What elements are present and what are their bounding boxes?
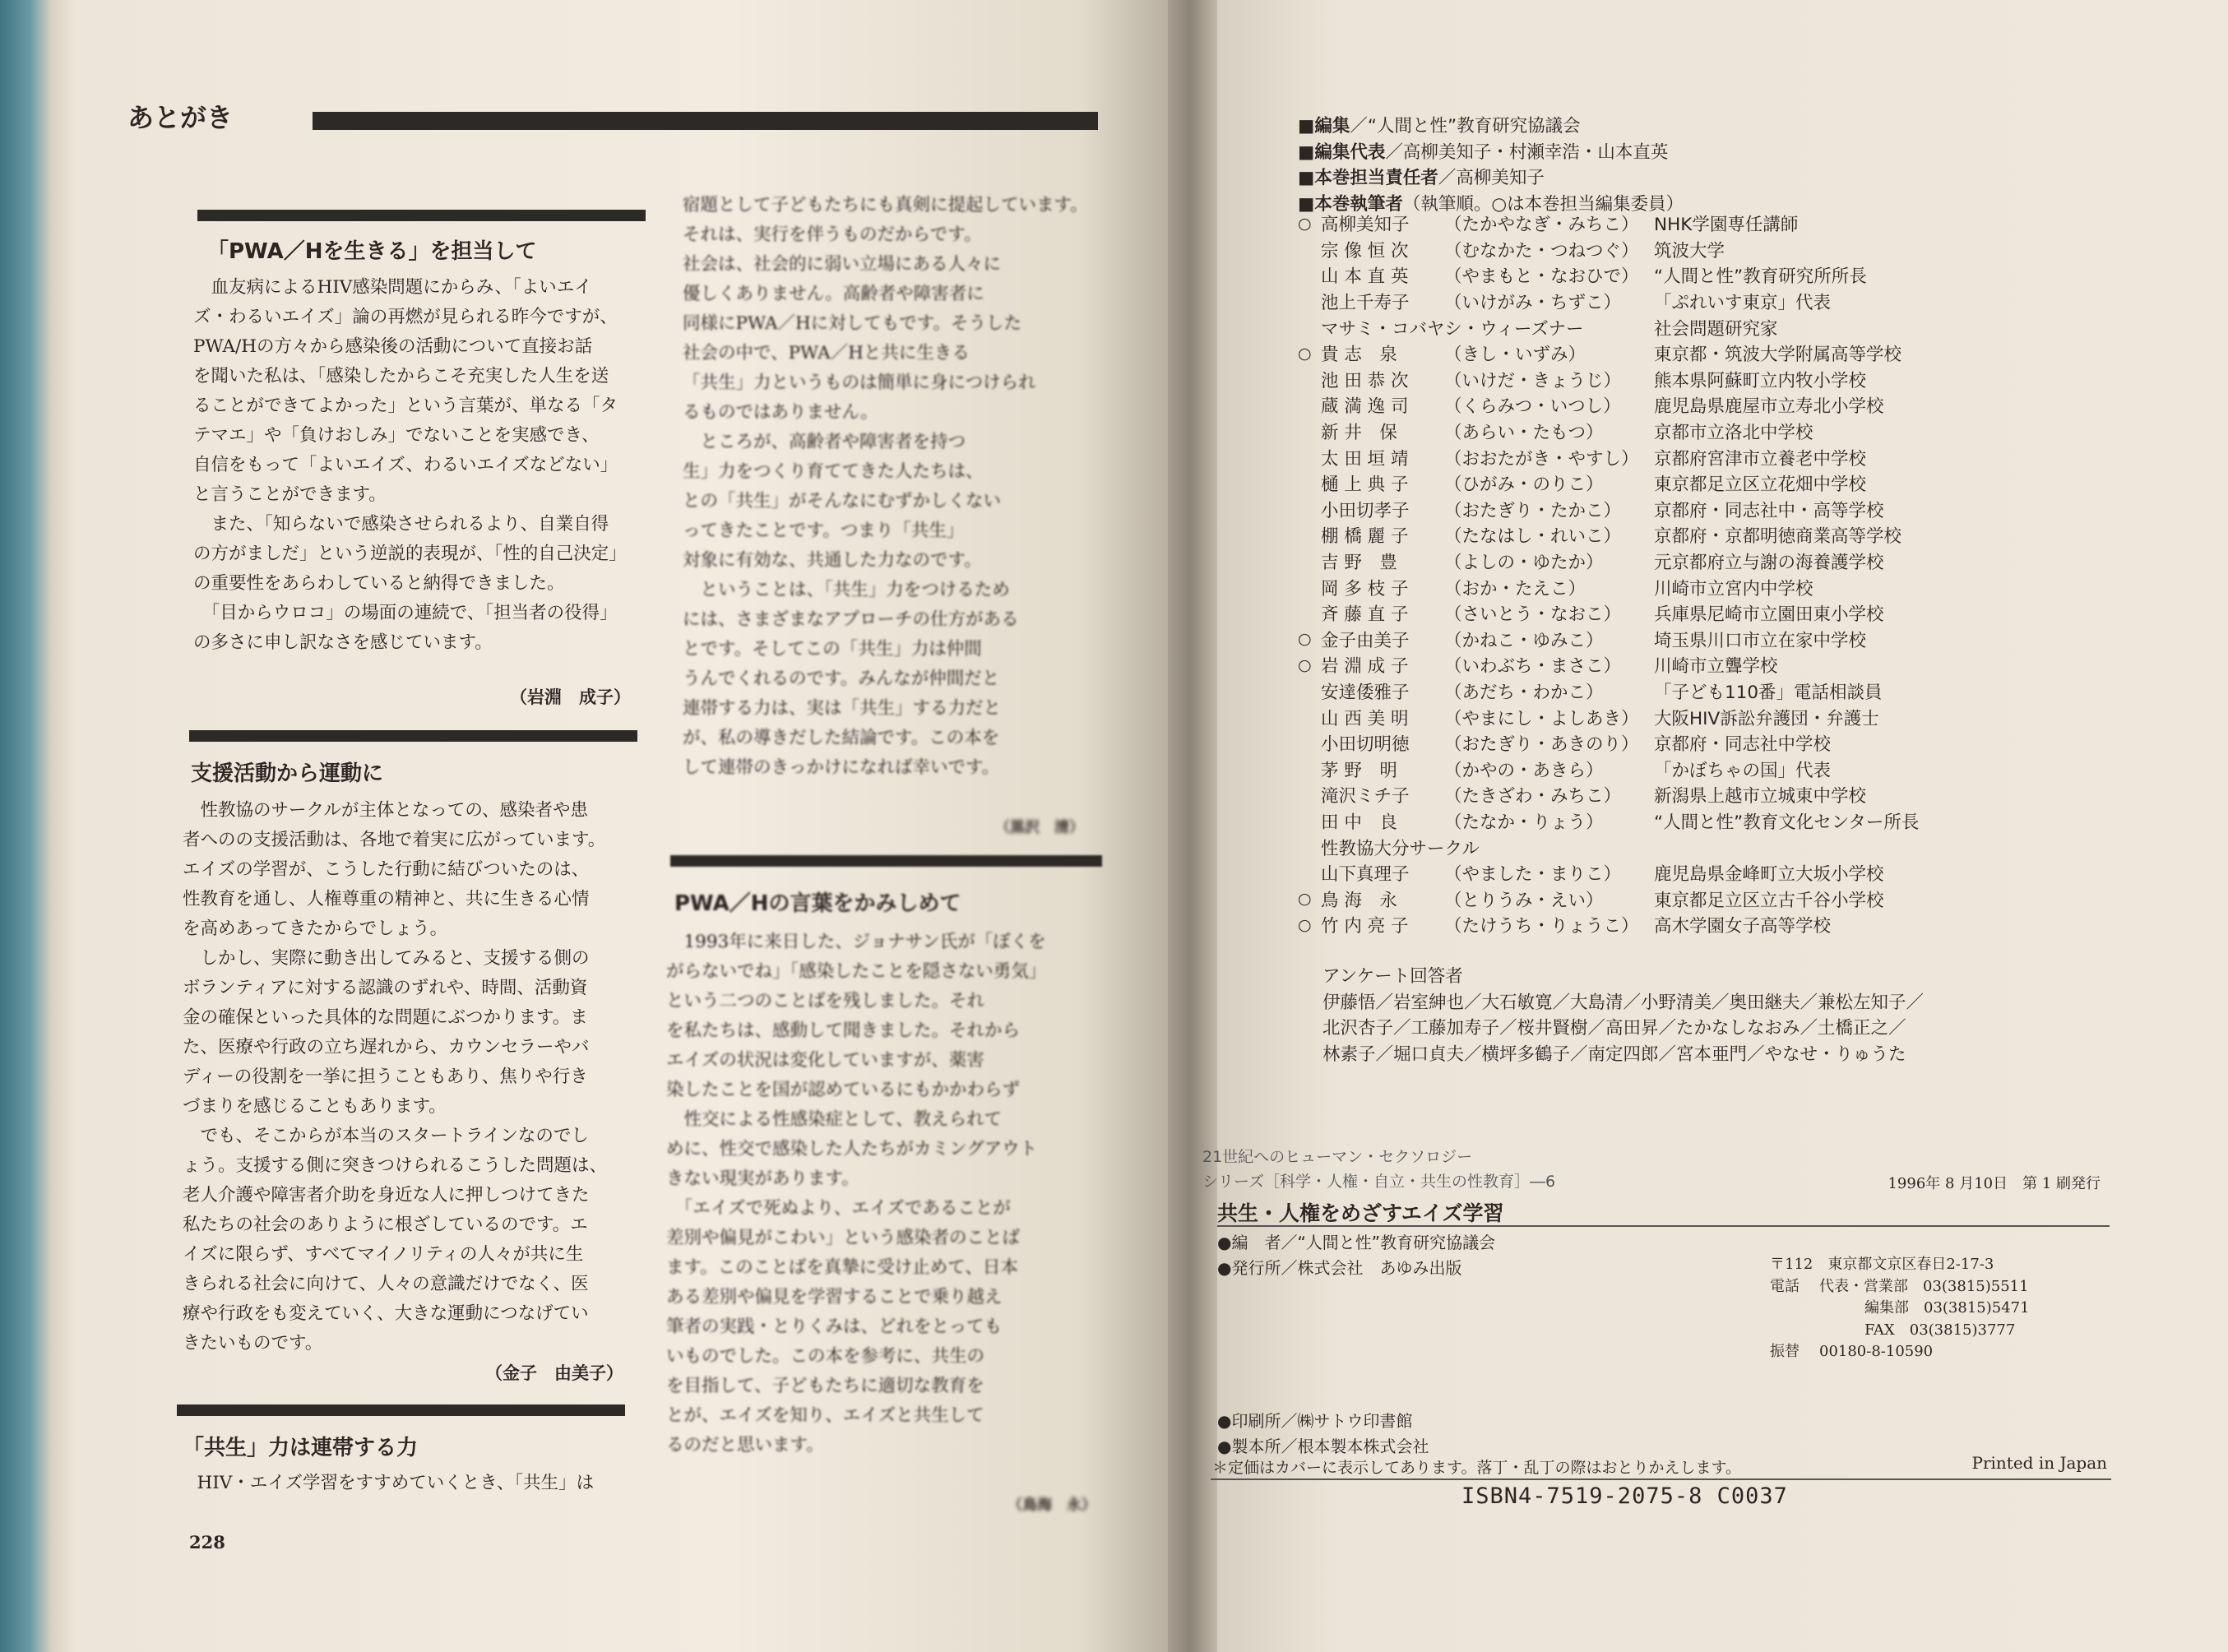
- price-notice: ＊定価はカバーに表示してあります。落丁・乱丁の際はおとりかえします。: [1212, 1459, 1741, 1477]
- section-title-kyosei: 「共生」力は連帯する力: [183, 1436, 419, 1460]
- author-affiliation: 東京都・筑波大学附属高等学校: [1654, 345, 1902, 366]
- author-reading: （たなか・りょう）: [1444, 812, 1604, 833]
- section-body-support: 性教協のサークルが主体となっての、感染者や患 者へのの支援活動は、各地で着実に広がっています。 エイズの学習が、こうした行動に結びついたのは、 性教育を通し、人権尊重の精神と、共に生きる心情 を高めあってきたからでしょう。 しかし、実際に動き出してみると、支援する側の ボランティアに対する認識のずれや、時間、活動資 金の確保といった具体的な問題にぶつかります。ま た、医療や行政の立ち遅れから、カウンセラーやバ ディーの役割を一挙に担うこともあり、焦りや行き づまりを感じることもあります。 でも、そこからが本当のスタートラインなのでし ょう。支援する側に突きつけられるこうした問題は、 老人介護や障害者介助を身近な人に押しつけてきた 私たちの社会のありように根ざしているのです。エ イズに限らず、すべてマイノリティの人々が共に生 きられる社会に向けて、人々の意識だけでなく、医 療や行政をも変えていく、大きな運動につなげてい きたいものです。: [183, 800, 608, 1354]
- author-mark: [1298, 497, 1321, 523]
- author-affiliation: 京都市立洛北中学校: [1654, 423, 1813, 444]
- author-affiliation: 京都府・同志社中学校: [1654, 734, 1832, 756]
- author-row: [1298, 834, 1919, 860]
- author-reading: （あらい・たもつ）: [1444, 423, 1604, 444]
- author-mark: [1298, 262, 1321, 289]
- author-row: [1298, 392, 1919, 419]
- author-affiliation: 「ぷれいす東京」代表: [1654, 293, 1832, 314]
- signature-kurosawa: （黒沢 清）: [995, 819, 1084, 836]
- author-mark: [1298, 470, 1321, 497]
- author-affiliation: 「かぼちゃの国」代表: [1654, 760, 1832, 781]
- author-reading: （いけだ・きょうじ）: [1444, 370, 1622, 391]
- author-name: 太 田 垣 靖: [1321, 448, 1409, 470]
- section-body-words: 1993年に来日した、ジョナサン氏が「ぼくを がらないでね」「感染したことを隠さない勇気」 という二つのことばを残しました。それ を私たちは、感動して聞きました。それから エイズの状況は変化していますが、薬害 染したことを国が認めているにもかかわらず 性交による性感染症として、教えられて めに、性交で感染した人たちがカミングアウト きない現実があります。 「エイズで死ぬより、エイズであることが 差別や偏見がこわい」という感染者のことば ます。このことばを真摯に受け止めて、日本 ある差別や偏見を学習することで乗り越え 筆者の実践・とりくみは、どれをとっても いものでした。この本を参考に、共生の を目指して、子どもたちに適切な教育を とが、エイズを知り、エイズと共生して るのだと思います。: [666, 932, 1047, 1455]
- author-row: [1298, 756, 1919, 782]
- author-name: 蔵 満 逸 司: [1321, 396, 1409, 418]
- author-row: [1298, 522, 1919, 548]
- author-name: 池 田 恭 次: [1321, 370, 1409, 391]
- author-affiliation: 高木学園女子高等学校: [1654, 916, 1832, 937]
- author-name: 安達倭雅子: [1321, 682, 1410, 703]
- editor-publisher: ●編 者／“人間と性”教育研究協議会 ●発行所／株式会社 あゆみ出版: [1217, 1233, 1496, 1278]
- author-affiliation: “人間と性”教育文化センター所長: [1654, 812, 1920, 833]
- section-title-pwah: 「PWA／Hを生きる」を担当して: [207, 239, 537, 264]
- author-reading: （いけがみ・ちずこ）: [1444, 293, 1622, 314]
- author-affiliation: 京都府・京都明徳商業高等学校: [1654, 526, 1902, 548]
- author-affiliation: 川崎市立宮内中学校: [1654, 578, 1813, 599]
- author-row: [1298, 262, 1919, 289]
- author-mark: [1298, 756, 1321, 782]
- author-mark: [1298, 419, 1321, 445]
- author-affiliation: 新潟県上越市立城東中学校: [1654, 786, 1867, 807]
- author-reading: （かねこ・ゆみこ）: [1444, 630, 1604, 651]
- author-mark: ○: [1298, 344, 1312, 363]
- author-row: [1298, 340, 1919, 367]
- author-mark: [1298, 444, 1321, 470]
- author-reading: （やました・まりこ）: [1444, 864, 1622, 886]
- author-affiliation: “人間と性”教育研究所所長: [1654, 266, 1867, 288]
- author-name: 池上千寿子: [1321, 293, 1410, 314]
- author-name: 貴 志 泉: [1321, 345, 1397, 366]
- author-name: 滝沢ミチ子: [1321, 786, 1410, 807]
- author-mark: [1298, 678, 1321, 705]
- author-name: 吉 野 豊: [1321, 553, 1397, 574]
- author-reading: （たけうち・りょうこ）: [1444, 916, 1639, 937]
- page-number: 228: [189, 1532, 225, 1553]
- author-mark: [1298, 704, 1321, 730]
- section-title-support: 支援活動から運動に: [191, 761, 384, 786]
- author-row: [1298, 704, 1919, 730]
- section-rule: [670, 855, 1102, 867]
- editorial-credits: ■編集／“人間と性”教育研究協議会 ■編集代表／高柳美知子・村瀬幸浩・山本直英 ■本巻担当責任者／高柳美知子 ■本巻執筆者（執筆順。○は本巻担当編集委員）: [1298, 116, 1684, 215]
- author-reading: （たかやなぎ・みちこ）: [1444, 215, 1639, 236]
- author-mark: [1298, 548, 1321, 575]
- author-mark: [1298, 600, 1321, 627]
- author-row: [1298, 497, 1919, 523]
- author-mark: [1298, 808, 1321, 835]
- author-mark: ○: [1298, 214, 1312, 233]
- author-name: 鳥 海 永: [1321, 890, 1397, 911]
- author-row: [1298, 600, 1919, 627]
- author-row: [1298, 548, 1919, 575]
- author-name: 山 本 直 英: [1321, 266, 1409, 288]
- survey-line: 伊藤悟／岩室紳也／大石敏寛／大島清／小野清美／奥田継夫／兼松左知子／: [1322, 992, 1925, 1013]
- publication-date: 1996年 8 月10日 第 1 刷発行: [1888, 1175, 2101, 1192]
- author-name: 金子由美子: [1321, 630, 1410, 651]
- author-name: 棚 橋 麗 子: [1321, 526, 1409, 548]
- author-affiliation: 京都府・同志社中・高等学校: [1654, 500, 1884, 521]
- author-mark: ○: [1298, 655, 1312, 674]
- author-mark: [1298, 392, 1321, 419]
- author-mark: [1298, 522, 1321, 548]
- author-row: [1298, 886, 1919, 912]
- author-mark: [1298, 367, 1321, 393]
- afterword-heading-rule: [313, 112, 1098, 130]
- author-name: 樋 上 典 子: [1321, 474, 1409, 496]
- author-reading: （おおたがき・やすし）: [1444, 448, 1639, 470]
- author-name: 岩 淵 成 子: [1321, 656, 1409, 678]
- author-row: [1298, 627, 1919, 653]
- author-mark: [1298, 782, 1321, 808]
- author-reading: （きし・いずみ）: [1444, 345, 1586, 366]
- author-row: [1298, 808, 1919, 835]
- author-mark: [1298, 834, 1321, 860]
- author-name: 茅 野 明: [1321, 760, 1397, 781]
- author-mark: ○: [1298, 630, 1312, 649]
- author-reading: （むなかた・つねつぐ）: [1444, 240, 1639, 261]
- isbn: ISBN4-7519-2075-8 C0037: [1461, 1483, 1788, 1509]
- author-row: [1298, 237, 1919, 263]
- author-affiliation: 川崎市立聾学校: [1654, 656, 1778, 678]
- author-affiliation: 東京都足立区立花畑中学校: [1654, 474, 1867, 496]
- author-affiliation: 兵庫県尼崎市立園田東小学校: [1654, 604, 1884, 626]
- section-body-kyosei-cont: 宿題として子どもたちにも真剣に提起しています。 それは、実行を伴うものだからです。 社会は、社会的に弱い立場にある人々に 優しくありません。高齢者や障害者に 同様にPWA／Hに対してもです。そうした 社会の中で、PWA／Hと共に生きる 「共生」力というものは簡単に身につけられ るものではありません。 ところが、高齢者や障害者を持つ 生」力をつくり育ててきた人たちは、 との「共生」がそんなにむずかしくない ってきたことです。つまり「共生」 対象に有効な、共通した力なのです。 ということは、「共生」力をつけるため には、さまざまなアプローチの仕方がある とです。そしてこの「共生」力は仲間 うんでくれるのです。みんなが仲間だと 連帯する力は、実は「共生」する力だと が、私の導きだした結論です。この本を して連帯のきっかけになれば幸いです。: [683, 195, 1088, 778]
- author-mark: [1298, 860, 1321, 886]
- section-rule: [177, 1404, 625, 1416]
- colophon-rule: [1217, 1225, 2110, 1227]
- author-list: [1298, 211, 1919, 938]
- author-reading: （あだち・わかこ）: [1444, 682, 1604, 703]
- author-reading: （おか・たえこ）: [1444, 578, 1586, 599]
- author-name: マサミ・コバヤシ・ウィーズナー: [1321, 318, 1584, 340]
- author-affiliation: 元京都府立与謝の海養護学校: [1654, 553, 1884, 574]
- author-mark: ○: [1298, 890, 1312, 909]
- author-name: 小田切明徳: [1321, 734, 1410, 756]
- section-body-kyosei-start: HIV・エイズ学習をすすめていくとき、「共生」は: [179, 1473, 595, 1493]
- author-mark: [1298, 237, 1321, 263]
- author-mark: [1298, 314, 1321, 340]
- author-mark: ○: [1298, 915, 1312, 934]
- colophon-rule: [1211, 1478, 2111, 1480]
- author-row: [1298, 289, 1919, 315]
- author-row: [1298, 419, 1919, 445]
- page-edges: [0, 0, 74, 1652]
- section-body-pwah: 血友病によるHIV感染問題にからみ、「よいエイ ズ・わるいエイズ」論の再燃が見られる昨今ですが、 PWA/Hの方々から感染後の活動について直接お話 を聞いた私は、「感染したからこそ充実した人生を送 ることができてよかった」という言葉が、単なる「タ テマエ」や「負けおしみ」でないことを実感でき、 自信をもって「よいエイズ、わるいエイズなどない」 と言うことができます。 また、「知らないで感染させられるより、自業自得 の方がましだ」という逆説的表現が、「性的自己決定」 の重要性をあらわしていると納得できました。 「目からウロコ」の場面の連続で、「担当者の役得」 の多さに申し訳なさを感じています。: [193, 277, 627, 653]
- signature-iwabuchi: （岩淵 成子）: [510, 687, 631, 707]
- author-row: [1298, 860, 1919, 886]
- author-name: 斉 藤 直 子: [1321, 604, 1409, 626]
- signature-toriumi: （鳥海 永）: [1007, 1497, 1096, 1514]
- colophon: [1202, 1145, 2107, 1511]
- author-reading: （よしの・ゆたか）: [1444, 553, 1604, 574]
- author-affiliation: 埼玉県川口市立在家中学校: [1654, 630, 1867, 651]
- survey-respondents: [1322, 964, 1924, 1067]
- author-row: [1298, 367, 1919, 393]
- section-rule: [189, 730, 637, 742]
- author-reading: （おたぎり・あきのり）: [1444, 734, 1639, 756]
- afterword-heading: あとがき: [127, 102, 234, 133]
- publisher-contact: 〒112 東京都文京区春日2-17-3 電話 代表・営業部 03(3815)5511 編集部 03(3815)5471 FAX 03(3815)3777 振替 00180-8-10590: [1770, 1256, 2030, 1360]
- author-affiliation: 京都府宮津市立養老中学校: [1654, 448, 1867, 470]
- author-reading: （とりうみ・えい）: [1444, 890, 1604, 911]
- author-name: 田 中 良: [1321, 812, 1397, 833]
- author-row: [1298, 211, 1919, 237]
- section-title-words: PWA／Hの言葉をかみしめて: [674, 891, 961, 916]
- survey-line: 北沢杏子／工藤加寿子／桜井賢樹／高田昇／たかなしなおみ／土橋正之／: [1322, 1018, 1906, 1039]
- author-reading: （たきざわ・みちこ）: [1444, 786, 1622, 807]
- signature-kaneko: （金子 由美子）: [485, 1363, 623, 1383]
- printed-in: Printed in Japan: [1971, 1453, 2107, 1473]
- author-row: [1298, 470, 1919, 497]
- author-reading: （ひがみ・のりこ）: [1444, 474, 1604, 496]
- author-affiliation: [1654, 834, 1919, 860]
- printer-binder: ●印刷所／㈱サトウ印書館 ●製本所／根本製本株式会社: [1217, 1411, 1429, 1456]
- section-rule: [197, 210, 646, 221]
- author-mark: [1298, 289, 1321, 315]
- author-reading: （おたぎり・たかこ）: [1444, 500, 1622, 521]
- author-row: [1298, 574, 1919, 600]
- author-name: 新 井 保: [1321, 423, 1397, 444]
- author-mark: [1298, 574, 1321, 600]
- book-title: 共生・人権をめざすエイズ学習: [1217, 1201, 1504, 1225]
- author-name: 小田切孝子: [1321, 500, 1410, 521]
- author-row: [1298, 730, 1919, 757]
- author-reading: （さいとう・なおこ）: [1444, 604, 1622, 626]
- author-reading: （くらみつ・いつし）: [1444, 396, 1621, 418]
- author-row: [1298, 444, 1919, 470]
- author-name: 岡 多 枝 子: [1321, 578, 1409, 599]
- author-name: 竹 内 亮 子: [1321, 916, 1409, 937]
- author-reading: （たなはし・れいこ）: [1444, 526, 1622, 548]
- author-name: 高柳美知子: [1321, 215, 1410, 236]
- author-name: 宗 像 恒 次: [1321, 240, 1409, 261]
- author-affiliation: 筑波大学: [1654, 240, 1725, 261]
- author-affiliation: 熊本県阿蘇町立内牧小学校: [1654, 370, 1867, 391]
- author-row: [1298, 678, 1919, 705]
- author-mark: [1298, 730, 1321, 757]
- author-affiliation: 社会問題研究家: [1654, 318, 1778, 340]
- author-row: [1298, 652, 1919, 678]
- author-name: 性教協大分サークル: [1321, 838, 1480, 859]
- author-affiliation: 東京都足立区立古千谷小学校: [1654, 890, 1884, 911]
- author-affiliation: 大阪HIV訴訟弁護団・弁護士: [1654, 708, 1879, 729]
- author-reading: （やまもと・なおひで）: [1444, 266, 1639, 288]
- survey-line: 林素子／堀口貞夫／横坪多鶴子／南定四郎／宮本亜門／やなせ・りゅうた: [1322, 1043, 1906, 1065]
- author-row: [1298, 314, 1919, 340]
- author-name: 山下真理子: [1321, 864, 1410, 886]
- author-affiliation: 鹿児島県金峰町立大坂小学校: [1654, 864, 1884, 886]
- series-name: 21世紀へのヒューマン・セクソロジー シリーズ［科学・人権・自立・共生の性教育］―6: [1202, 1148, 1556, 1191]
- author-reading: （いわぶち・まさこ）: [1444, 656, 1622, 678]
- author-reading: （かやの・あきら）: [1444, 760, 1604, 781]
- author-row: [1298, 782, 1919, 808]
- survey-title: アンケート回答者: [1322, 966, 1463, 987]
- author-reading: （やまにし・よしあき）: [1444, 708, 1639, 729]
- author-affiliation: 「子ども110番」電話相談員: [1654, 682, 1883, 703]
- author-name: 山 西 美 明: [1321, 708, 1409, 729]
- author-affiliation: 鹿児島県鹿屋市立寿北小学校: [1654, 396, 1884, 418]
- author-row: [1298, 912, 1919, 938]
- author-affiliation: NHK学園専任講師: [1654, 215, 1799, 236]
